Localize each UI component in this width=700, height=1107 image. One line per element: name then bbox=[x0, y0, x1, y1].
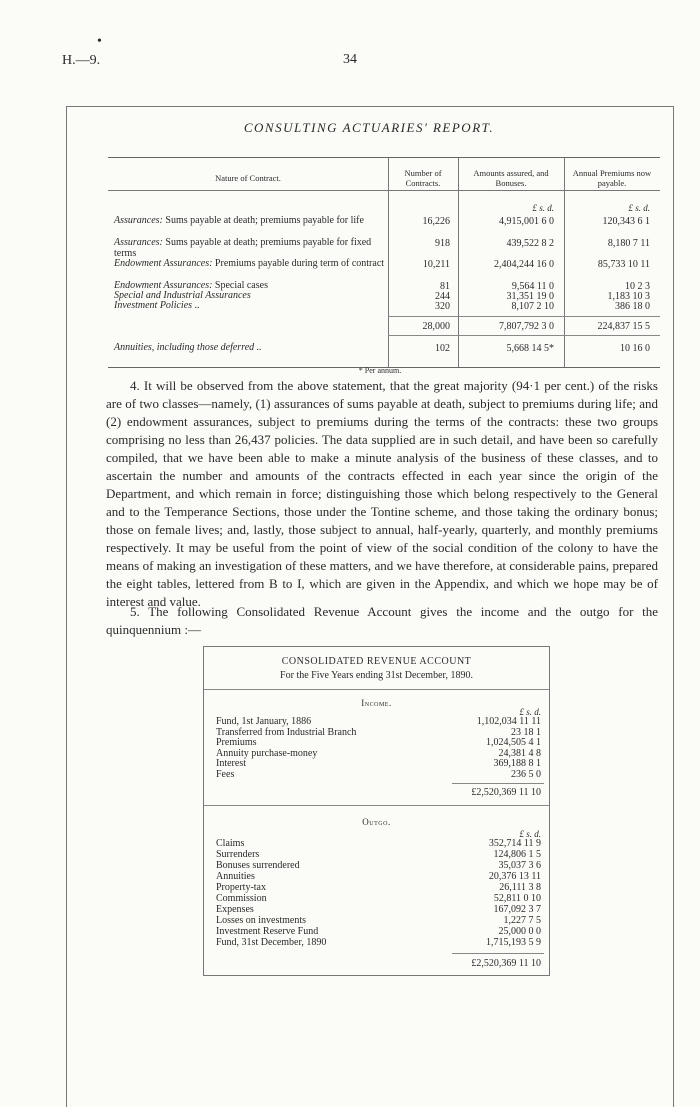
row-amount: 1,227 7 5 bbox=[503, 915, 541, 926]
row-amount: 9,564 11 0 bbox=[511, 281, 554, 292]
row-label: Fund, 31st December, 1890 bbox=[216, 937, 327, 948]
row-number: 10,211 bbox=[422, 259, 450, 270]
row-amount: 23 18 1 bbox=[511, 726, 541, 738]
row-amount: 352,714 11 9 bbox=[488, 838, 541, 849]
row-premium: 10 2 3 bbox=[625, 281, 650, 292]
row-label: Interest bbox=[216, 758, 246, 770]
row-premium: 120,343 6 1 bbox=[602, 216, 650, 227]
row-amount: 26,111 3 8 bbox=[499, 882, 541, 893]
row-number: 81 bbox=[440, 281, 450, 292]
table-row-label: Investment Policies .. bbox=[114, 300, 200, 311]
row-label: Bonuses surrendered bbox=[216, 860, 300, 871]
row-amount: 52,811 0 10 bbox=[493, 893, 541, 904]
table-row-label: Special and Industrial Assurances bbox=[114, 290, 251, 301]
row-amount: 25,000 0 0 bbox=[498, 926, 541, 937]
row-label: Surrenders bbox=[216, 849, 260, 860]
annuities-amount: 5,668 14 5* bbox=[506, 343, 554, 354]
total-rule bbox=[388, 316, 660, 317]
row-amount: 1,102,034 11 11 bbox=[476, 716, 541, 727]
row-label: Losses on investments bbox=[216, 915, 306, 926]
row-amount: 1,024,505 4 1 bbox=[486, 737, 541, 749]
premium-units: £ s. d. bbox=[628, 203, 650, 213]
contracts-table bbox=[108, 157, 660, 368]
row-amount: 2,404,244 16 0 bbox=[494, 259, 554, 270]
row-label: Annuities bbox=[216, 871, 255, 882]
revenue-subtitle: For the Five Years ending 31st December, 1890. bbox=[280, 670, 473, 681]
header-number: Number of Contracts. bbox=[404, 168, 442, 188]
row-amount: 20,376 13 11 bbox=[488, 871, 541, 882]
report-title: CONSULTING ACTUARIES' REPORT. bbox=[243, 120, 495, 135]
revenue-title: CONSOLIDATED REVENUE ACCOUNT bbox=[281, 656, 472, 667]
table-row-label: Endowment Assurances: Premiums payable during term of contract bbox=[114, 258, 385, 269]
row-label: Premiums bbox=[216, 737, 257, 749]
document-reference: H.—9. bbox=[62, 53, 101, 68]
total-rule bbox=[388, 335, 660, 336]
section-rule bbox=[204, 805, 549, 806]
row-amount: 236 5 0 bbox=[511, 769, 541, 780]
row-amount: 24,381 4 8 bbox=[498, 747, 541, 759]
row-label: Claims bbox=[216, 838, 245, 849]
row-amount: 167,092 3 7 bbox=[493, 904, 541, 915]
table-row-label: Endowment Assurances: Special cases bbox=[114, 280, 268, 291]
page-number: 34 bbox=[343, 52, 357, 67]
paragraph-4: 4. It will be observed from the above statement, that the great majority (94·1 per cent.) of the risks are of two classes—namely, (1) assurances of sums payable at death, subject to premiums during life; and (2) endowment assurances, subject to premiums during the terms of the contracts: these two groups comprising no less than 26,437 policies. The data supplied are in such detail, and have been so carefully compiled, that we have been able to make a minute analysis of the business of these classes, and to ascertain the number and amounts of the contracts effected in each year since the origin of the Department, and which remain in force; distinguishing those which belong respectively to the General and to the Temperance Sections, those under the Tontine scheme, and those taking the ordinary bonus; those on female lives; and, lastly, those subject to annual, half-yearly, quarterly, and monthly premiums respectively. It may be useful from the point of view of the social condition of the colony to have the means of making an investigation of these matters, and we have therefore, at considerable pains, prepared the eight tables, lettered from B to I, which are given in the Appendix, and which we hope may be of interest and value. bbox=[106, 378, 658, 609]
table-row-label: Assurances: Sums payable at death; premiums payable for life bbox=[114, 215, 364, 226]
row-premium: 85,733 10 11 bbox=[597, 259, 650, 270]
footnote: * Per annum. bbox=[358, 366, 402, 375]
header-amounts: Amounts assured, and Bonuses. bbox=[473, 168, 549, 188]
section-rule bbox=[204, 689, 549, 690]
row-amount: 1,715,193 5 9 bbox=[486, 937, 541, 948]
total-premium: 224,837 15 5 bbox=[597, 321, 650, 332]
header-premiums: Annual Premiums now payable. bbox=[572, 168, 652, 188]
annuities-label: Annuities, including those deferred .. bbox=[114, 342, 262, 353]
row-premium: 386 18 0 bbox=[615, 301, 650, 312]
row-amount: 124,806 1 5 bbox=[493, 849, 541, 860]
income-heading: Income. bbox=[361, 698, 392, 708]
ink-dot: • bbox=[97, 34, 102, 49]
row-label: Fees bbox=[216, 769, 235, 780]
header-nature: Nature of Contract. bbox=[215, 173, 281, 183]
total-number: 28,000 bbox=[422, 321, 450, 332]
row-amount: 369,188 8 1 bbox=[493, 758, 541, 770]
annuities-premium: 10 16 0 bbox=[620, 343, 650, 354]
outgo-heading: Outgo. bbox=[362, 817, 391, 827]
row-premium: 8,180 7 11 bbox=[607, 238, 650, 249]
header-rule bbox=[108, 190, 660, 191]
row-amount: 8,107 2 10 bbox=[511, 301, 554, 312]
row-number: 320 bbox=[435, 301, 450, 312]
table-row-label: Assurances: Sums payable at death; premiums payable for fixed terms bbox=[114, 237, 372, 259]
total-rule bbox=[452, 953, 544, 954]
row-number: 16,226 bbox=[422, 216, 450, 227]
paragraph-5: 5. The following Consolidated Revenue Account gives the income and the outgo for the quinquennium :— bbox=[106, 604, 658, 637]
row-label: Commission bbox=[216, 893, 267, 904]
row-number: 918 bbox=[435, 238, 450, 249]
row-amount: 4,915,001 6 0 bbox=[499, 216, 554, 227]
row-number: 244 bbox=[435, 291, 450, 302]
total-amount: 7,807,792 3 0 bbox=[499, 321, 554, 332]
row-amount: 31,351 19 0 bbox=[506, 291, 554, 302]
row-label: Transferred from Industrial Branch bbox=[216, 726, 357, 738]
amount-units: £ s. d. bbox=[532, 203, 554, 213]
row-premium: 1,183 10 3 bbox=[607, 291, 650, 302]
row-label: Fund, 1st January, 1886 bbox=[216, 716, 312, 727]
row-amount: 439,522 8 2 bbox=[506, 238, 554, 249]
row-label: Expenses bbox=[216, 904, 254, 915]
row-label: Annuity purchase-money bbox=[216, 747, 318, 759]
annuities-number: 102 bbox=[435, 343, 450, 354]
row-label: Investment Reserve Fund bbox=[216, 926, 319, 937]
revenue-account: CONSOLIDATED REVENUE ACCOUNT For the Five Years ending 31st December, 1890. Income. £ s. d. Fund, 1st January, 1886 1,102,034 11 11 Transferred from Industrial Branch 23 18 1 Premiums 1,024,505 4 1 Annuity purchase-money 24,381 4 8 Interest 369,188 8 1 Fees 236 5 0 £2,520,369 11 10 Outgo. £ s. d. Claims 352,714 11 9 Surrenders 124,806 1 5 Bonuses surrendered 35,037 3 6 Annuities 20,376 13 11 Property-tax 26,111 3 8 Commission 52,811 0 10 Expenses 167,092 3 7 Losses on investments 1,227 7 5 Investment Reserve Fund 25,000 0 0 Fund, 31st December, 1890 1,715,193 5 9 £2,520,369 11 10 bbox=[203, 646, 550, 976]
row-amount: 35,037 3 6 bbox=[498, 860, 541, 871]
row-label: Property-tax bbox=[216, 882, 266, 893]
total-rule bbox=[452, 783, 544, 784]
